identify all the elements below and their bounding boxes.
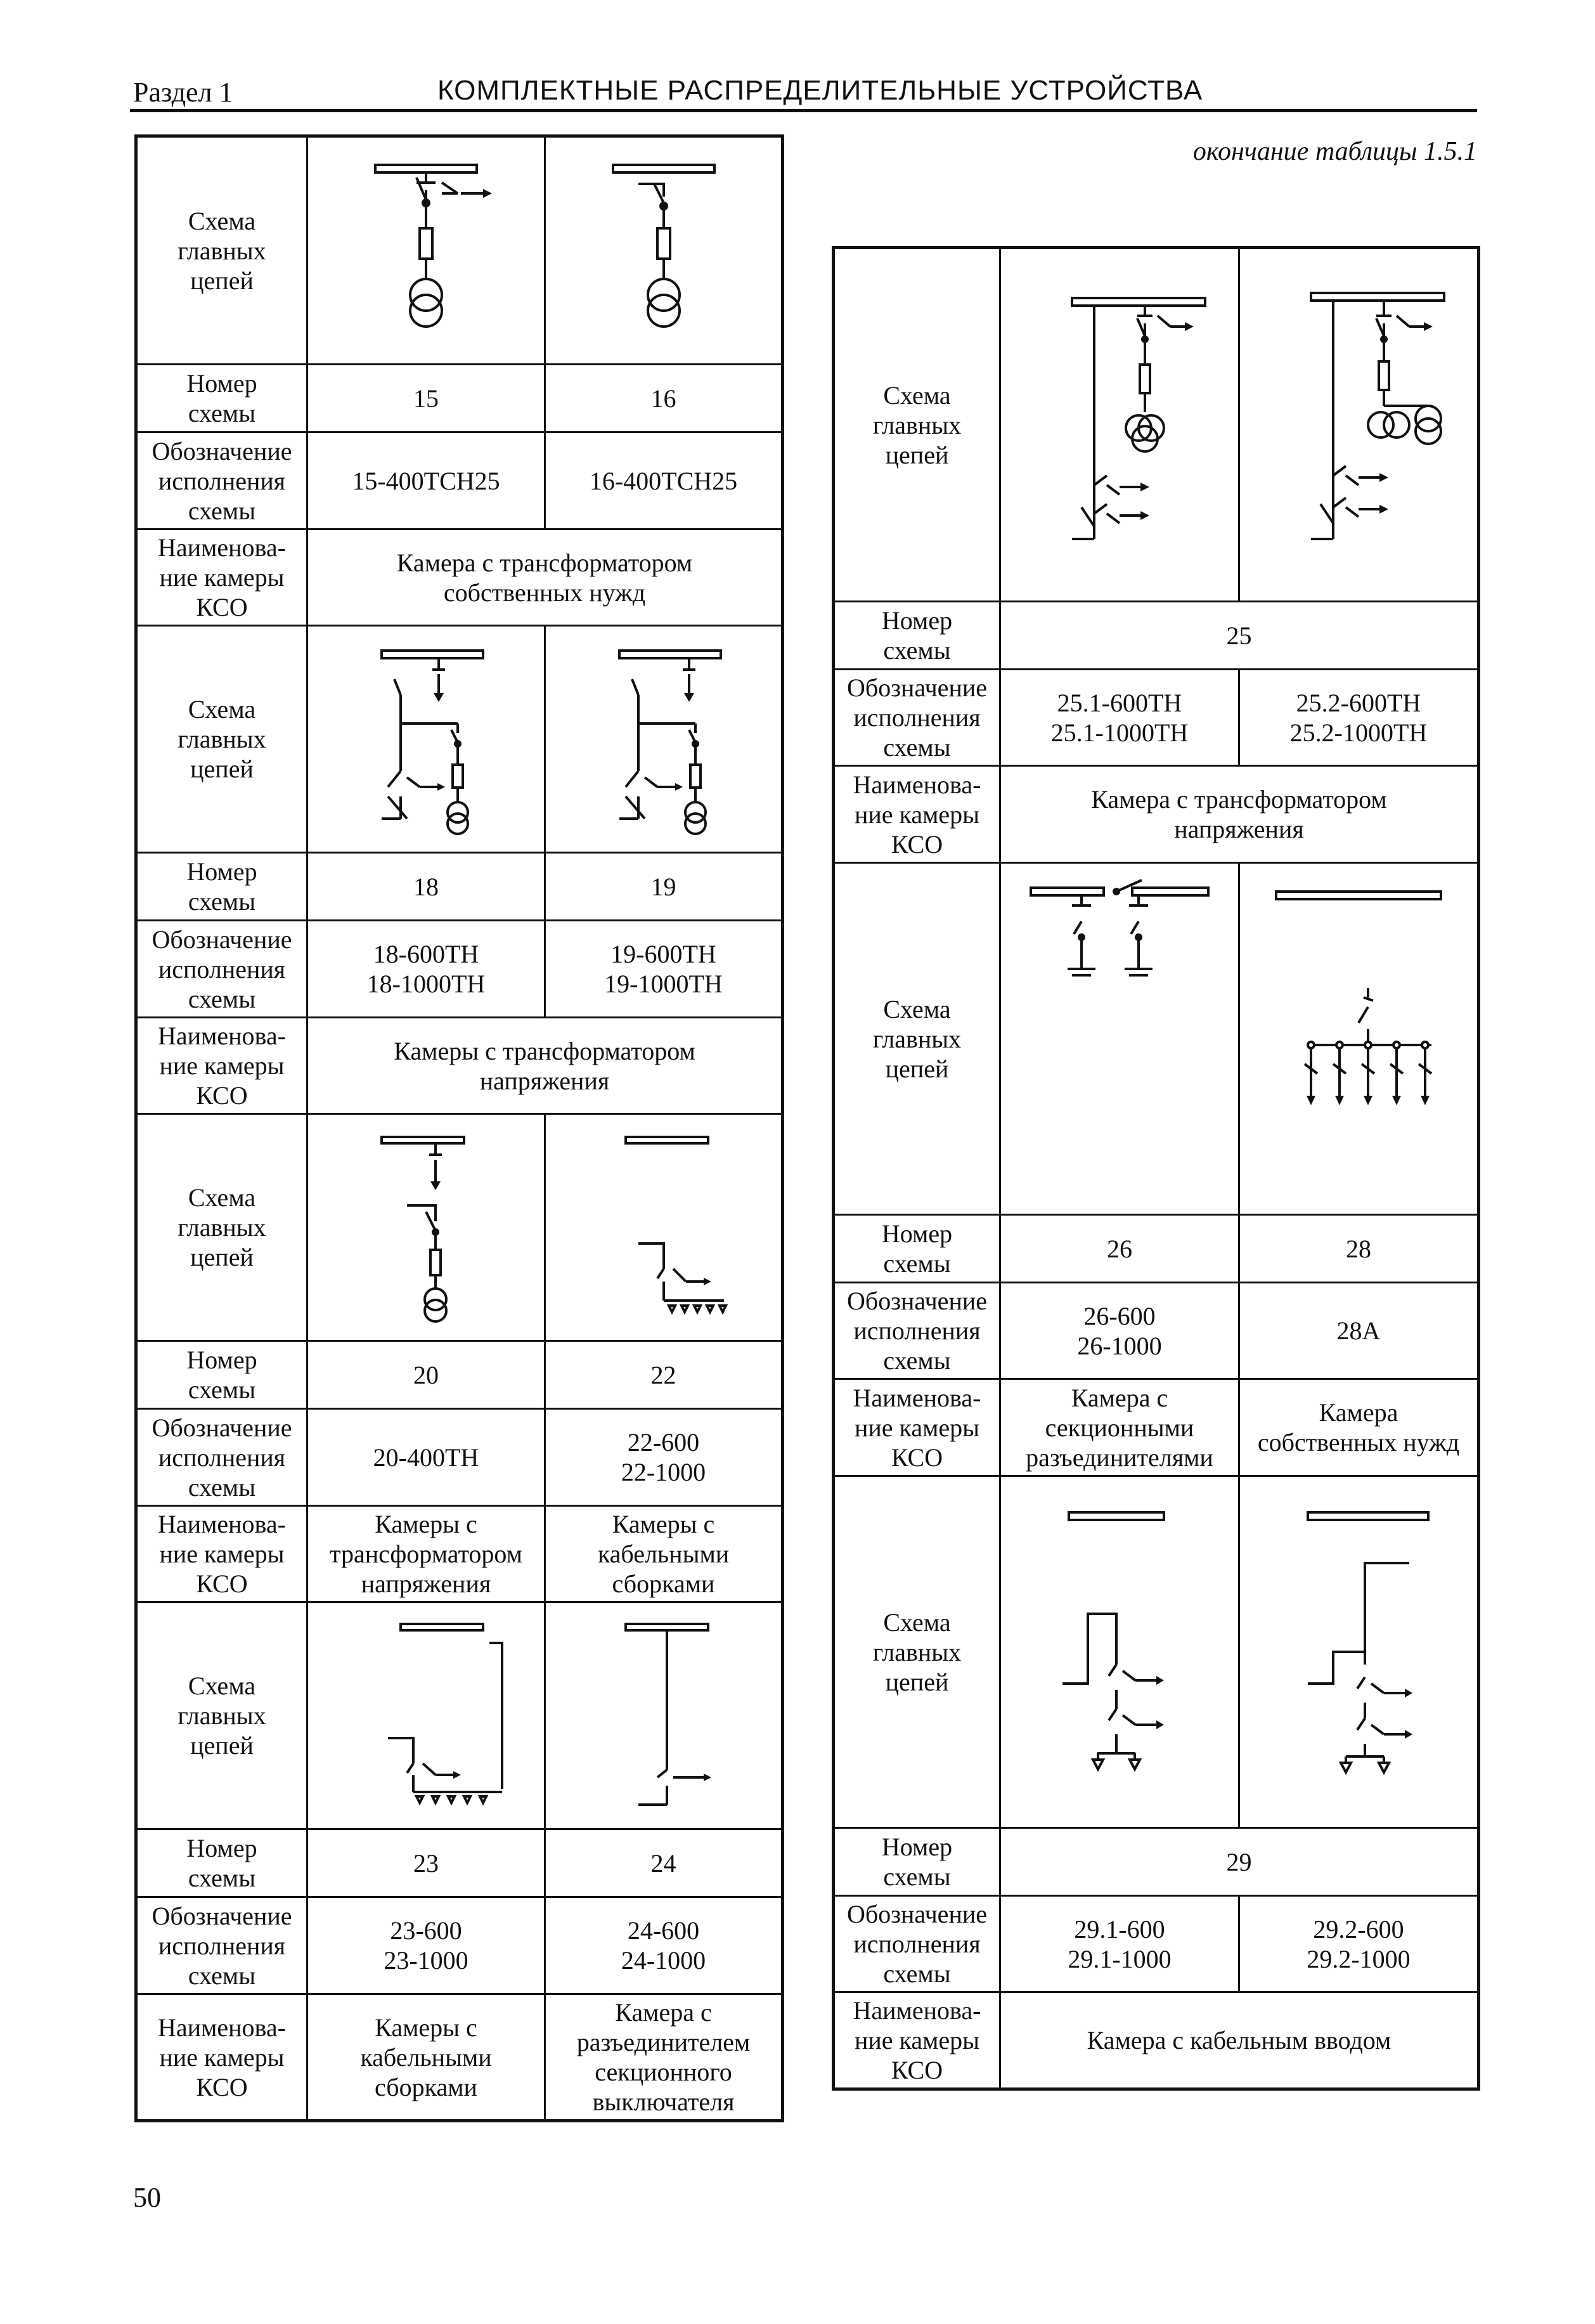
scheme-designation: 15-400ТСН25 bbox=[307, 432, 545, 529]
scheme-number: 18 bbox=[307, 853, 545, 921]
label-number: Номер схемы bbox=[834, 1215, 1000, 1283]
label-scheme: Схема главных цепей bbox=[136, 1602, 307, 1829]
chamber-name: Камеры с кабельными сборками bbox=[545, 1506, 783, 1602]
scheme-designation: 24-600 24-1000 bbox=[545, 1897, 783, 1994]
label-designation: Обозначение исполнения схемы bbox=[136, 1409, 307, 1506]
chamber-name: Камера с кабельным вводом bbox=[1000, 1992, 1479, 2089]
label-name: Наименова- ние камеры КСО bbox=[834, 766, 1000, 863]
label-number: Номер схемы bbox=[834, 602, 1000, 670]
label-name: Наименова- ние камеры КСО bbox=[136, 1506, 307, 1602]
label-number: Номер схемы bbox=[834, 1828, 1000, 1896]
label-number: Номер схемы bbox=[136, 1341, 307, 1409]
scheme-designation: 23-600 23-1000 bbox=[307, 1897, 545, 1994]
label-scheme: Схема главных цепей bbox=[136, 1114, 307, 1341]
page-title: КОМПЛЕКТНЫЕ РАСПРЕДЕЛИТЕЛЬНЫЕ УСТРОЙСТВА bbox=[437, 75, 1203, 106]
label-designation: Обозначение исполнения схемы bbox=[834, 1283, 1000, 1379]
scheme-diagram-26 bbox=[1000, 863, 1239, 1215]
scheme-diagram-23 bbox=[307, 1602, 545, 1829]
scheme-diagram-16 bbox=[545, 136, 783, 365]
label-scheme: Схема главных цепей bbox=[834, 248, 1000, 602]
label-number: Номер схемы bbox=[136, 853, 307, 921]
label-name: Наименова- ние камеры КСО bbox=[136, 529, 307, 626]
scheme-number: 16 bbox=[545, 365, 783, 432]
scheme-number: 20 bbox=[307, 1341, 545, 1409]
scheme-number: 24 bbox=[545, 1829, 783, 1897]
label-number: Номер схемы bbox=[136, 365, 307, 432]
scheme-designation: 19-600ТН 19-1000ТН bbox=[545, 921, 783, 1018]
scheme-designation: 28А bbox=[1239, 1283, 1479, 1379]
scheme-number: 19 bbox=[545, 853, 783, 921]
label-name: Наименова- ние камеры КСО bbox=[136, 1018, 307, 1114]
chamber-name: Камера собственных нужд bbox=[1239, 1379, 1479, 1476]
label-designation: Обозначение исполнения схемы bbox=[136, 921, 307, 1018]
scheme-designation: 26-600 26-1000 bbox=[1000, 1283, 1239, 1379]
scheme-designation: 25.1-600ТН 25.1-1000ТН bbox=[1000, 670, 1239, 766]
label-designation: Обозначение исполнения схемы bbox=[136, 432, 307, 529]
scheme-designation: 18-600ТН 18-1000ТН bbox=[307, 921, 545, 1018]
scheme-number: 29 bbox=[1000, 1828, 1479, 1896]
header-rule bbox=[130, 109, 1477, 112]
label-name: Наименова- ние камеры КСО bbox=[834, 1992, 1000, 2089]
scheme-diagram-19 bbox=[545, 626, 783, 853]
label-scheme: Схема главных цепей bbox=[834, 863, 1000, 1215]
section-label: Раздел 1 bbox=[133, 77, 233, 108]
scheme-number: 22 bbox=[545, 1341, 783, 1409]
scheme-diagram-15 bbox=[307, 136, 545, 365]
chamber-name: Камера с трансформатором напряжения bbox=[1000, 766, 1479, 863]
label-scheme: Схема главных цепей bbox=[834, 1476, 1000, 1828]
scheme-diagram-29-1 bbox=[1000, 1476, 1239, 1828]
scheme-number: 28 bbox=[1239, 1215, 1479, 1283]
page-number: 50 bbox=[133, 2182, 161, 2213]
label-scheme: Схема главных цепей bbox=[136, 626, 307, 853]
scheme-designation: 25.2-600ТН 25.2-1000ТН bbox=[1239, 670, 1479, 766]
left-scheme-table bbox=[134, 134, 784, 2122]
label-name: Наименова- ние камеры КСО bbox=[834, 1379, 1000, 1476]
label-name: Наименова- ние камеры КСО bbox=[136, 1994, 307, 2121]
scheme-diagram-25-2 bbox=[1239, 248, 1479, 602]
right-scheme-table bbox=[832, 246, 1480, 2091]
scheme-number: 26 bbox=[1000, 1215, 1239, 1283]
scheme-number: 15 bbox=[307, 365, 545, 432]
scheme-diagram-28 bbox=[1239, 863, 1479, 1215]
label-number: Номер схемы bbox=[136, 1829, 307, 1897]
scheme-diagram-18 bbox=[307, 626, 545, 853]
chamber-name: Камера с разъединителем секционного выключателя bbox=[545, 1994, 783, 2121]
label-designation: Обозначение исполнения схемы bbox=[136, 1897, 307, 1994]
chamber-name: Камеры с трансформатором напряжения bbox=[307, 1506, 545, 1602]
scheme-designation: 22-600 22-1000 bbox=[545, 1409, 783, 1506]
table-continuation-caption: окончание таблицы 1.5.1 bbox=[1192, 137, 1477, 166]
chamber-name: Камеры с трансформатором напряжения bbox=[307, 1018, 783, 1114]
chamber-name: Камеры с кабельными сборками bbox=[307, 1994, 545, 2121]
scheme-number: 25 bbox=[1000, 602, 1479, 670]
chamber-name: Камера с трансформатором собственных нужд bbox=[307, 529, 783, 626]
chamber-name: Камера с секционными разъединителями bbox=[1000, 1379, 1239, 1476]
scheme-designation: 16-400ТСН25 bbox=[545, 432, 783, 529]
scheme-diagram-20 bbox=[307, 1114, 545, 1341]
scheme-designation: 29.1-600 29.1-1000 bbox=[1000, 1896, 1239, 1992]
label-designation: Обозначение исполнения схемы bbox=[834, 1896, 1000, 1992]
scheme-number: 23 bbox=[307, 1829, 545, 1897]
label-designation: Обозначение исполнения схемы bbox=[834, 670, 1000, 766]
scheme-designation: 29.2-600 29.2-1000 bbox=[1239, 1896, 1479, 1992]
label-scheme: Схема главных цепей bbox=[136, 136, 307, 365]
scheme-designation: 20-400ТН bbox=[307, 1409, 545, 1506]
scheme-diagram-25-1 bbox=[1000, 248, 1239, 602]
scheme-diagram-22 bbox=[545, 1114, 783, 1341]
scheme-diagram-24 bbox=[545, 1602, 783, 1829]
scheme-diagram-29-2 bbox=[1239, 1476, 1479, 1828]
